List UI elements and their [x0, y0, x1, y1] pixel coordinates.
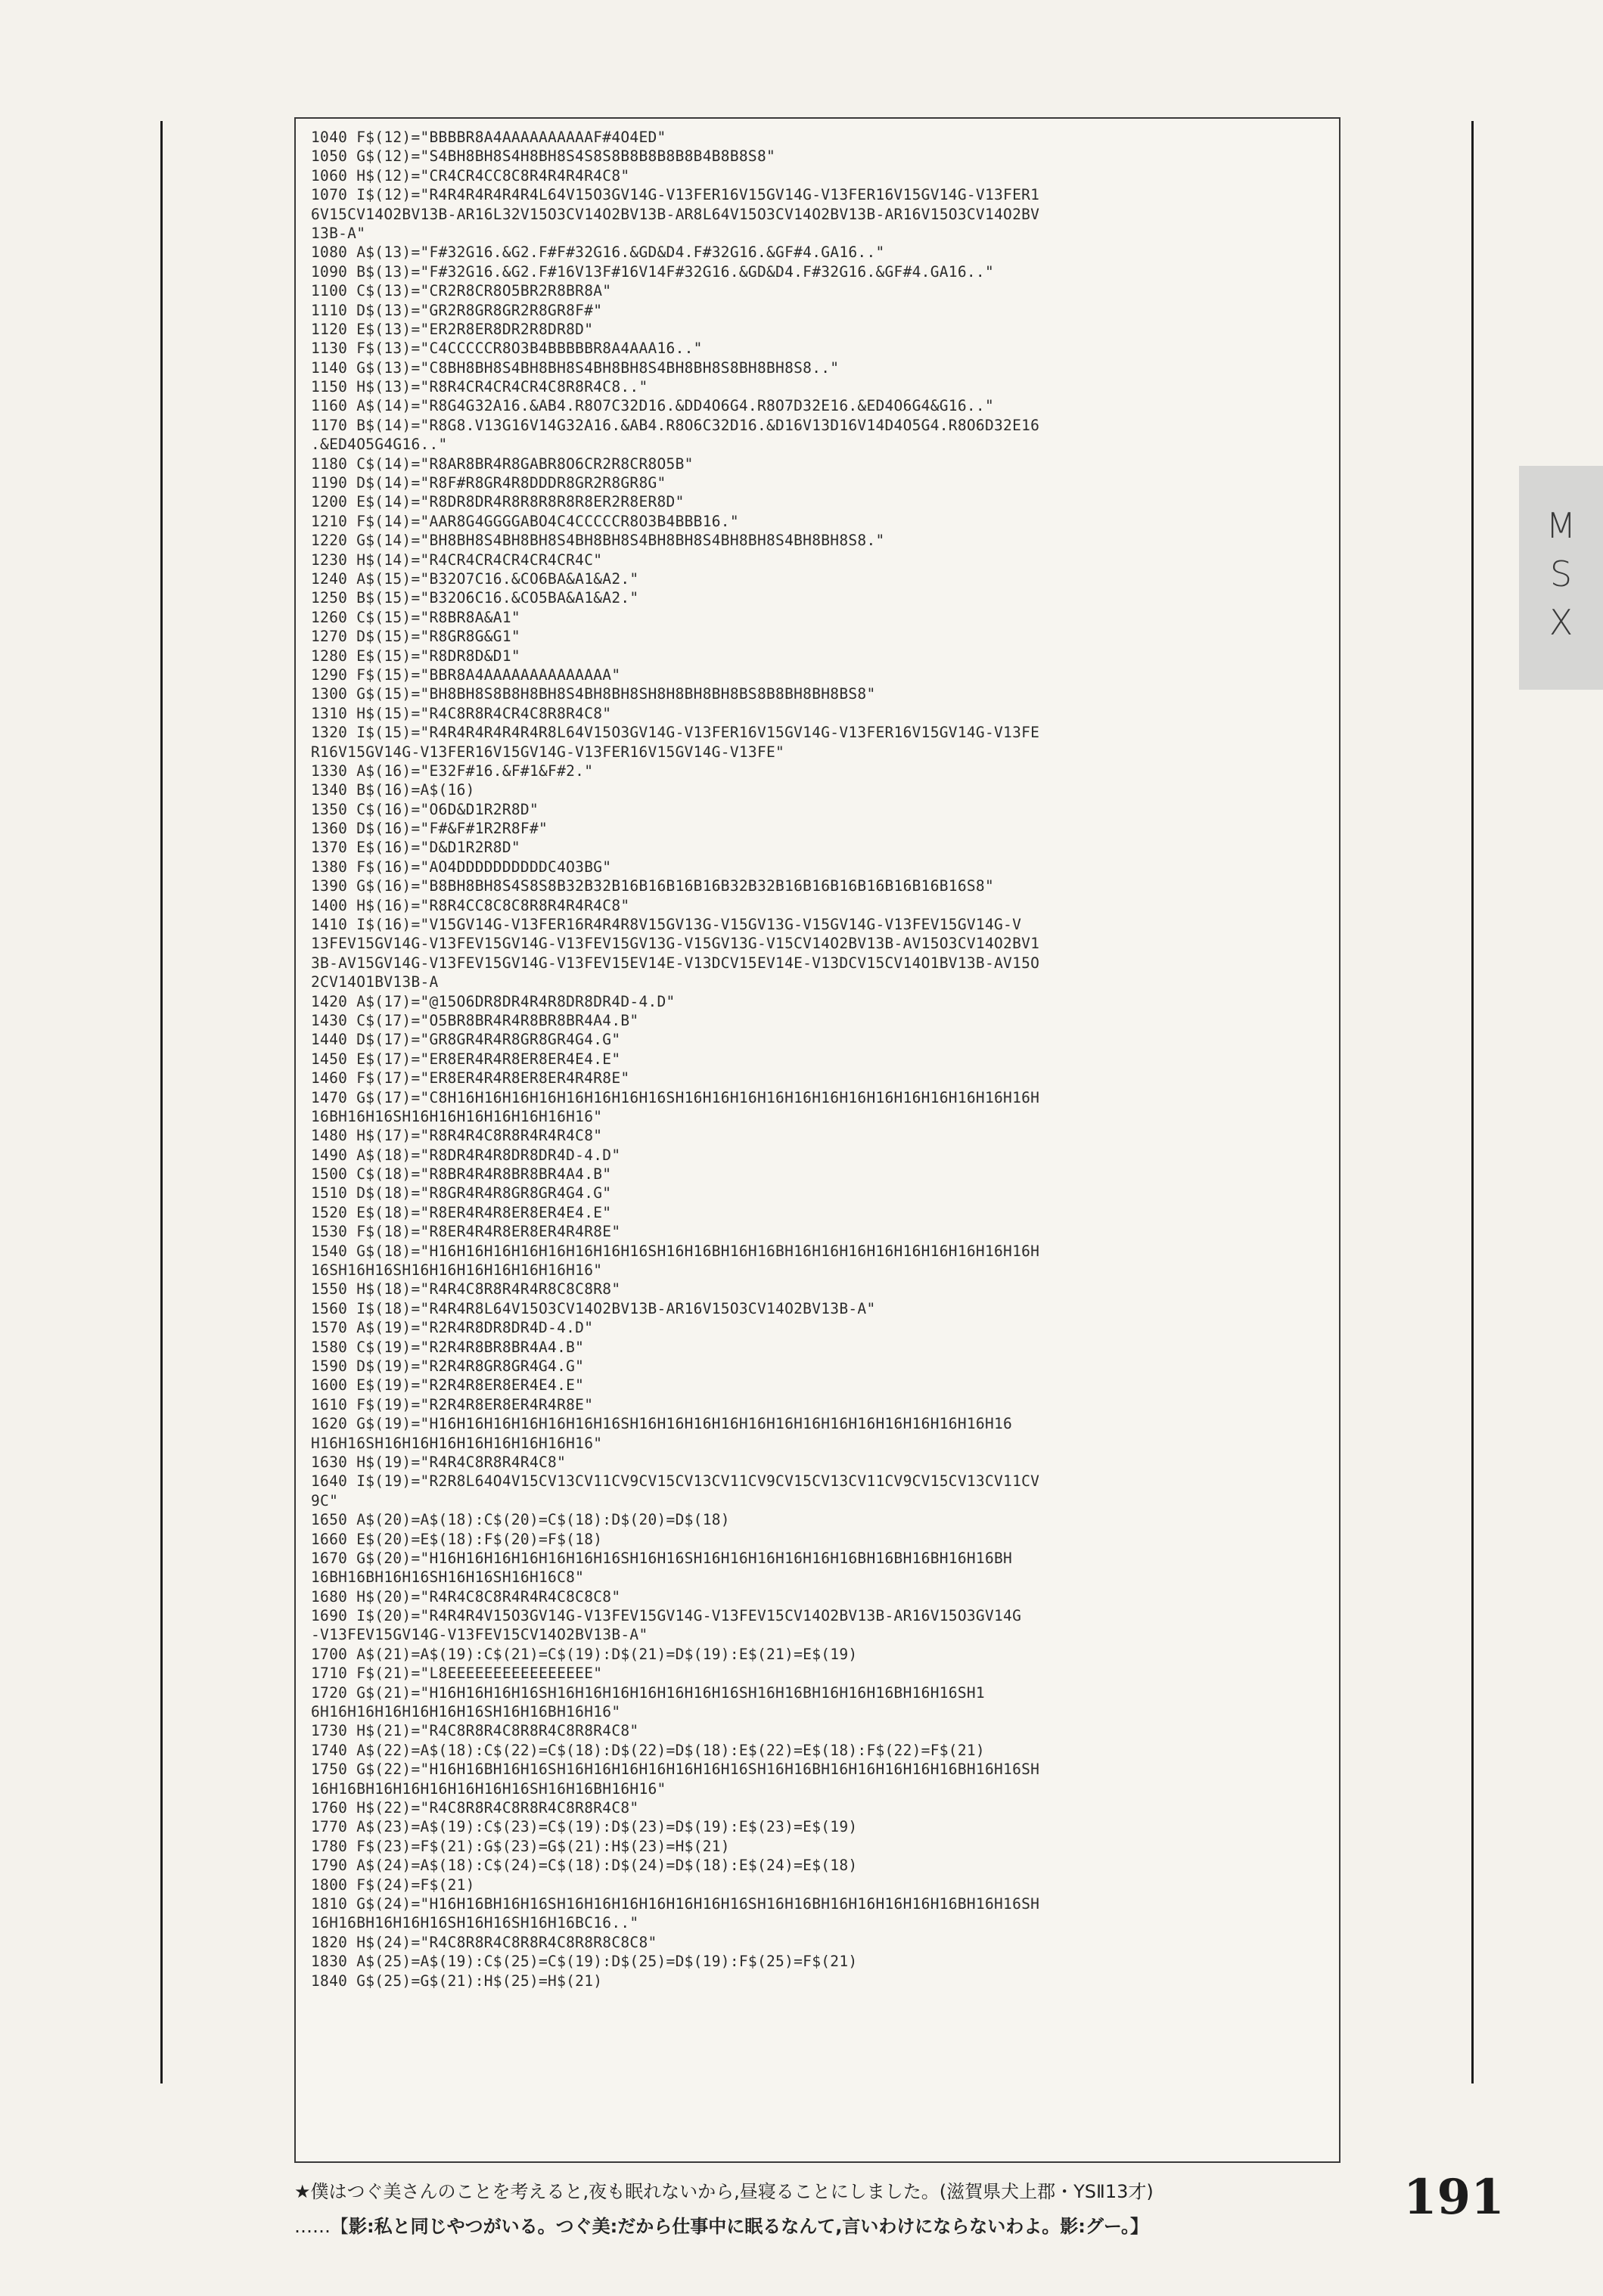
code-line: 1740 A$(22)=A$(18):C$(22)=C$(18):D$(22)=D$(18):E$(22)=E$(18):F$(22)=F$(21)	[311, 1741, 985, 1759]
code-line: 6H16H16H16H16H16H16SH16H16BH16H16"	[311, 1703, 621, 1721]
code-line: 2CV14O1BV13B-A	[311, 973, 439, 991]
code-line: 1610 F$(19)="R2R4R8ER8ER4R4R8E"	[311, 1395, 594, 1413]
code-line: 1530 F$(18)="R8ER4R4R8ER8ER4R4R8E"	[311, 1223, 621, 1241]
code-line: 1600 E$(19)="R2R4R8ER8ER4E4.E"	[311, 1376, 585, 1395]
code-line: 1160 A$(14)="R8G4G32A16.&AB4.R8O7C32D16.&DD4O6G4.R8O7D32E16.&ED4O6G4&G16.."	[311, 397, 994, 415]
code-line: 1710 F$(21)="L8EEEEEEEEEEEEEEEE"	[311, 1665, 603, 1683]
code-line: 1040 F$(12)="BBBBR8A4AAAAAAAAAAF#4O4ED"	[311, 129, 666, 146]
code-line: 1310 H$(15)="R4C8R8R4CR4C8R8R4C8"	[311, 704, 612, 722]
code-line: 1450 E$(17)="ER8ER4R4R8ER8ER4E4.E"	[311, 1050, 621, 1068]
reply-text: 影:私と同じやつがいる。つぐ美:だから仕事中に眠るなんて,言いわけにならないわよ。影:グー。】	[349, 2216, 1148, 2237]
code-line: 9C"	[311, 1491, 339, 1509]
code-line: 1080 A$(13)="F#32G16.&G2.F#F#32G16.&GD&D4.F#32G16.&GF#4.GA16.."	[311, 244, 885, 262]
code-line: 1340 B$(16)=A$(16)	[311, 781, 475, 799]
code-line: 1320 I$(15)="R4R4R4R4R4R4R8L64V15O3GV14G-V13FER16V15GV14G-V13FER16V15GV14G-V13FE	[311, 724, 1040, 742]
code-line: 1400 H$(16)="R8R4CC8C8C8R8R4R4R4C8"	[311, 896, 630, 914]
code-line: 1250 B$(15)="B32O6C16.&CO5BA&A1&A2."	[311, 589, 639, 607]
code-line: 1550 H$(18)="R4R4C8R8R4R4R8C8C8R8"	[311, 1280, 621, 1298]
code-line: 16H16BH16H16H16SH16H16SH16H16BC16.."	[311, 1914, 639, 1932]
code-line: 1280 E$(15)="R8DR8D&D1"	[311, 647, 520, 665]
code-line: 1130 F$(13)="C4CCCCCR8O3B4BBBBBR8A4AAA16.."	[311, 340, 703, 358]
code-line: 1630 H$(19)="R4R4C8R8R4R4C8"	[311, 1453, 567, 1471]
code-line: 16SH16H16SH16H16H16H16H16H16H16"	[311, 1261, 603, 1280]
reply-prefix: ……【	[294, 2216, 349, 2237]
code-line: 1770 A$(23)=A$(19):C$(23)=C$(19):D$(23)=D$(19):E$(23)=E$(19)	[311, 1818, 858, 1836]
program-listing-box	[294, 117, 1340, 2163]
code-line: 1200 E$(14)="R8DR8DR4R8R8R8R8R8ER2R8ER8D"	[311, 493, 685, 511]
left-margin-rule	[160, 121, 163, 2083]
code-line: 1100 C$(13)="CR2R8CR8O5BR2R8BR8A"	[311, 282, 612, 300]
code-line: 1210 F$(14)="AAR8G4GGGGABO4C4CCCCCR8O3B4BBB16."	[311, 512, 739, 530]
code-line: 1810 G$(24)="H16H16BH16H16SH16H16H16H16H16H16H16SH16H16BH16H16H16H16H16BH16H16SH	[311, 1894, 1040, 1913]
program-listing	[311, 128, 1330, 1990]
code-line: 1580 C$(19)="R2R4R8BR8BR4A4.B"	[311, 1338, 585, 1356]
section-tab	[1519, 466, 1603, 690]
page-number: 191	[1403, 2169, 1505, 2226]
reader-comment	[294, 2174, 1368, 2244]
code-line: .&ED4O5G4G16.."	[311, 436, 448, 454]
code-line: 3B-AV15GV14G-V13FEV15GV14G-V13FEV15EV14E-V13DCV15EV14E-V13DCV15CV14O1BV13B-AV15O	[311, 954, 1040, 972]
code-line: 1820 H$(24)="R4C8R8R4C8R8R4C8R8R8C8C8"	[311, 1933, 657, 1951]
code-line: 1290 F$(15)="BBR8A4AAAAAAAAAAAAAA"	[311, 666, 621, 684]
code-line: 1260 C$(15)="R8BR8A&A1"	[311, 608, 520, 626]
code-line: 1350 C$(16)="O6D&D1R2R8D"	[311, 800, 539, 818]
section-tab-label: MSX	[1540, 505, 1582, 650]
code-line: 1060 H$(12)="CR4CR4CC8C8R4R4R4R4C8"	[311, 166, 630, 185]
code-line: 1440 D$(17)="GR8GR4R4R8GR8GR4G4.G"	[311, 1031, 621, 1049]
code-line: -V13FEV15GV14G-V13FEV15CV14O2BV13B-A"	[311, 1626, 648, 1644]
code-line: 1480 H$(17)="R8R4R4C8R8R4R4R4C8"	[311, 1127, 603, 1145]
code-line: 1590 D$(19)="R2R4R8GR8GR4G4.G"	[311, 1357, 585, 1375]
code-line: 1650 A$(20)=A$(18):C$(20)=C$(18):D$(20)=D$(18)	[311, 1511, 730, 1529]
right-margin-rule	[1471, 121, 1474, 2083]
code-line: 1410 I$(16)="V15GV14G-V13FER16R4R4R8V15GV13G-V15GV13G-V15GV14G-V13FEV15GV14G-V	[311, 916, 1022, 934]
code-line: 1680 H$(20)="R4R4C8C8R4R4R4C8C8C8"	[311, 1587, 621, 1606]
code-line: 1430 C$(17)="O5BR8BR4R4R8BR8BR4A4.B"	[311, 1011, 639, 1029]
code-line: 1120 E$(13)="ER2R8ER8DR2R8DR8D"	[311, 320, 594, 338]
code-line: 1780 F$(23)=F$(21):G$(23)=G$(21):H$(23)=H$(21)	[311, 1837, 730, 1855]
reader-comment-line-1: ★僕はつぐ美さんのことを考えると,夜も眠れないから,昼寝ることにしました。(滋賀県犬上郡・YSⅡ13才)	[294, 2181, 1154, 2202]
code-line: 13FEV15GV14G-V13FEV15GV14G-V13FEV15GV13G-V15GV13G-V15CV14O2BV13B-AV15O3CV14O2BV1	[311, 935, 1040, 953]
code-line: H16H16SH16H16H16H16H16H16H16H16"	[311, 1434, 603, 1452]
code-line: 1570 A$(19)="R2R4R8DR8DR4D-4.D"	[311, 1319, 594, 1337]
code-line: 1460 F$(17)="ER8ER4R4R8ER8ER4R4R8E"	[311, 1069, 630, 1087]
code-line: 1380 F$(16)="AO4DDDDDDDDDDC4O3BG"	[311, 858, 612, 876]
code-line: 1560 I$(18)="R4R4R8L64V15O3CV14O2BV13B-AR16V15O3CV14O2BV13B-A"	[311, 1299, 876, 1317]
code-line: 1390 G$(16)="B8BH8BH8S4S8S8B32B32B16B16B16B16B32B32B16B16B16B16B16B16B16S8"	[311, 877, 994, 895]
code-line: 1730 H$(21)="R4C8R8R4C8R8R4C8R8R4C8"	[311, 1722, 639, 1740]
code-line: 1640 I$(19)="R2R8L64O4V15CV13CV11CV9CV15CV13CV11CV9CV15CV13CV11CV9CV15CV13CV11CV	[311, 1472, 1040, 1491]
reader-comment-line-2	[294, 2209, 1368, 2244]
code-line: 1180 C$(14)="R8AR8BR4R8GABR8O6CR2R8CR8O5B"	[311, 455, 694, 473]
code-line: 1110 D$(13)="GR2R8GR8GR2R8GR8F#"	[311, 301, 603, 319]
code-line: 1220 G$(14)="BH8BH8S4BH8BH8S4BH8BH8S4BH8BH8S4BH8BH8S4BH8BH8S8."	[311, 532, 885, 550]
code-line: 1470 G$(17)="C8H16H16H16H16H16H16H16H16SH16H16H16H16H16H16H16H16H16H16H16H16H16H	[311, 1088, 1040, 1106]
code-line: 1360 D$(16)="F#&F#1R2R8F#"	[311, 820, 548, 838]
code-line: 1670 G$(20)="H16H16H16H16H16H16H16SH16H16SH16H16H16H16H16H16BH16BH16BH16H16BH	[311, 1549, 1013, 1567]
code-line: 1540 G$(18)="H16H16H16H16H16H16H16H16SH16H16BH16H16BH16H16H16H16H16H16H16H16H16H	[311, 1242, 1040, 1260]
code-line: 1620 G$(19)="H16H16H16H16H16H16H16SH16H16H16H16H16H16H16H16H16H16H16H16H16H16	[311, 1415, 1013, 1433]
code-line: 16BH16H16SH16H16H16H16H16H16H16"	[311, 1107, 603, 1125]
code-line: 1750 G$(22)="H16H16BH16H16SH16H16H16H16H16H16H16SH16H16BH16H16H16H16H16BH16H16SH	[311, 1761, 1040, 1779]
code-line: 1490 A$(18)="R8DR4R4R8DR8DR4D-4.D"	[311, 1146, 621, 1164]
code-line: 1230 H$(14)="R4CR4CR4CR4CR4CR4C"	[311, 551, 603, 569]
code-line: 1050 G$(12)="S4BH8BH8S4H8BH8S4S8S8B8B8B8B8B4B8B8S8"	[311, 147, 776, 166]
code-line: 1190 D$(14)="R8F#R8GR4R8DDDR8GR2R8GR8G"	[311, 474, 666, 492]
code-line: 1420 A$(17)="@15O6DR8DR4R4R8DR8DR4D-4.D"	[311, 992, 676, 1010]
code-line: 1300 G$(15)="BH8BH8S8B8H8BH8S4BH8BH8SH8H8BH8BH8BS8B8BH8BH8BS8"	[311, 685, 876, 703]
code-line: 1140 G$(13)="C8BH8BH8S4BH8BH8S4BH8BH8S4BH8BH8S8BH8BH8S8.."	[311, 358, 840, 377]
code-line: 1690 I$(20)="R4R4R4V15O3GV14G-V13FEV15GV14G-V13FEV15CV14O2BV13B-AR16V15O3GV14G	[311, 1607, 1022, 1625]
code-line: 1510 D$(18)="R8GR4R4R8GR8GR4G4.G"	[311, 1184, 612, 1202]
code-line: 1660 E$(20)=E$(18):F$(20)=F$(18)	[311, 1530, 603, 1548]
code-line: 6V15CV14O2BV13B-AR16L32V15O3CV14O2BV13B-AR8L64V15O3CV14O2BV13B-AR16V15O3CV14O2BV	[311, 205, 1040, 223]
code-line: 1500 C$(18)="R8BR4R4R8BR8BR4A4.B"	[311, 1165, 612, 1184]
code-line: 1700 A$(21)=A$(19):C$(21)=C$(19):D$(21)=D$(19):E$(21)=E$(19)	[311, 1645, 858, 1663]
code-line: 16BH16BH16H16SH16H16SH16H16C8"	[311, 1568, 585, 1587]
code-line: 1720 G$(21)="H16H16H16H16SH16H16H16H16H16H16H16SH16H16BH16H16H16BH16H16SH1	[311, 1683, 985, 1702]
code-line: 1800 F$(24)=F$(21)	[311, 1876, 475, 1894]
code-line: 13B-A"	[311, 224, 366, 242]
code-line: 1090 B$(13)="F#32G16.&G2.F#16V13F#16V14F#32G16.&GD&D4.F#32G16.&GF#4.GA16.."	[311, 262, 994, 281]
code-line: 1150 H$(13)="R8R4CR4CR4CR4C8R8R4C8.."	[311, 378, 648, 396]
code-line: 1520 E$(18)="R8ER4R4R8ER8ER4E4.E"	[311, 1203, 612, 1221]
code-line: 1270 D$(15)="R8GR8G&G1"	[311, 628, 520, 646]
code-line: 1070 I$(12)="R4R4R4R4R4R4L64V15O3GV14G-V13FER16V15GV14G-V13FER16V15GV14G-V13FER1	[311, 186, 1040, 204]
code-line: 1170 B$(14)="R8G8.V13G16V14G32A16.&AB4.R8O6C32D16.&D16V13D16V14D4O5G4.R8O6D32E16	[311, 416, 1040, 434]
code-line: 1760 H$(22)="R4C8R8R4C8R8R4C8R8R4C8"	[311, 1798, 639, 1817]
code-line: 16H16BH16H16H16H16H16H16SH16H16BH16H16"	[311, 1779, 666, 1798]
code-line: 1790 A$(24)=A$(18):C$(24)=C$(18):D$(24)=D$(18):E$(24)=E$(18)	[311, 1857, 858, 1875]
code-line: 1330 A$(16)="E32F#16.&F#1&F#2."	[311, 762, 594, 780]
code-line: 1840 G$(25)=G$(21):H$(25)=H$(21)	[311, 1972, 603, 1990]
code-line: 1370 E$(16)="D&D1R2R8D"	[311, 839, 520, 857]
code-line: 1830 A$(25)=A$(19):C$(25)=C$(19):D$(25)=D$(19):F$(25)=F$(21)	[311, 1953, 858, 1971]
code-line: 1240 A$(15)="B32O7C16.&CO6BA&A1&A2."	[311, 569, 639, 588]
code-line: R16V15GV14G-V13FER16V15GV14G-V13FER16V15GV14G-V13FE"	[311, 743, 785, 761]
